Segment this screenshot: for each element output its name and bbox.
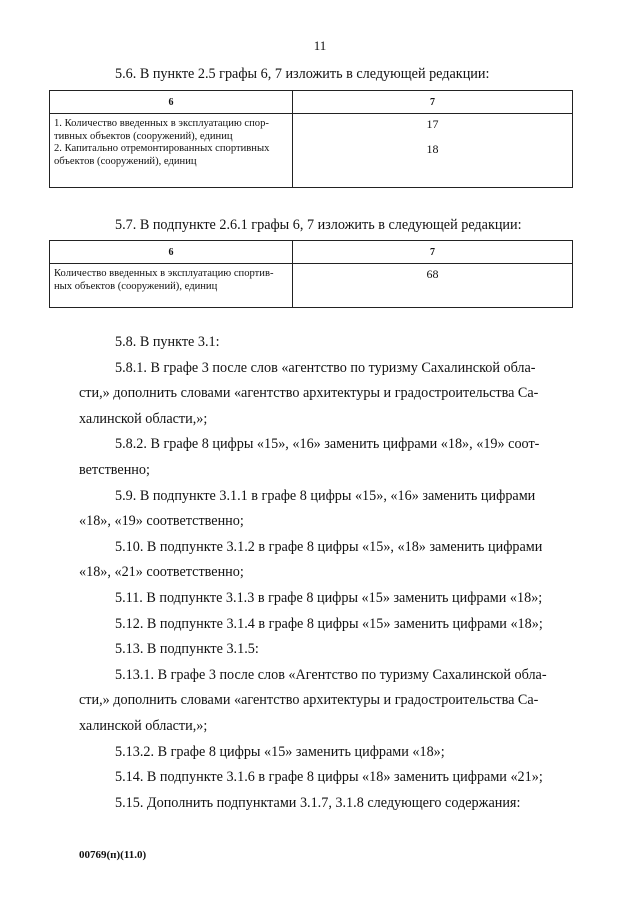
section-5-6-heading: 5.6. В пункте 2.5 графы 6, 7 изложить в следующей редакции:	[115, 66, 490, 82]
paragraph-line: 5.13. В подпункте 3.1.5:	[115, 641, 259, 658]
paragraph-5-13	[79, 637, 573, 663]
row-2-value: 18	[426, 142, 439, 157]
table-row	[50, 114, 573, 188]
table-header-row	[50, 91, 573, 114]
paragraph-line: 5.10. В подпункте 3.1.2 в графе 8 цифры «15», «18» заменить цифрами	[115, 538, 543, 555]
row-1-value: 17	[426, 117, 439, 131]
table-row	[50, 264, 573, 308]
table-cell-values	[293, 114, 573, 188]
row-line-2: ных объектов (сооружений), единиц	[54, 280, 218, 292]
paragraph-5-13-2	[79, 740, 573, 766]
row-value: 68	[426, 267, 439, 281]
paragraph-line: сти,» дополнить словами «агентство архитектуры и градостроительства Са-	[79, 692, 539, 709]
paragraph-line: халинской области,»;	[79, 410, 208, 427]
paragraph-line: ветственно;	[79, 461, 150, 478]
paragraph-line: сти,» дополнить словами «агентство архитектуры и градостроительства Са-	[79, 385, 539, 402]
document-code-footer: 00769(п)(11.0)	[79, 849, 147, 861]
row-line-1: Количество введенных в эксплуатацию спортив-	[54, 268, 274, 279]
page-number: 11	[313, 38, 327, 53]
paragraph-line: 5.13.2. В графе 8 цифры «15» заменить цифрами «18»;	[115, 743, 445, 760]
paragraph-line: «18», «19» соответственно;	[79, 513, 244, 530]
paragraph-5-8-2	[79, 432, 573, 483]
paragraph-line: 5.15. Дополнить подпунктами 3.1.7, 3.1.8 следующего содержания:	[115, 794, 521, 811]
table-header-col-7: 7	[293, 241, 573, 264]
paragraph-line: 5.8. В пункте 3.1:	[115, 334, 220, 350]
paragraph-5-10	[79, 535, 573, 586]
paragraph-5-8-1	[79, 356, 573, 433]
table-5-6	[49, 90, 573, 188]
paragraph-line: 5.8.1. В графе 3 после слов «агентство по туризму Сахалинской обла-	[115, 359, 536, 376]
paragraph-line: 5.14. В подпункте 3.1.6 в графе 8 цифры «18» заменить цифрами «21»;	[115, 769, 543, 786]
section-5-7-heading: 5.7. В подпункте 2.6.1 графы 6, 7 изложить в следующей редакции:	[115, 217, 522, 233]
paragraph-line: 5.8.2. В графе 8 цифры «15», «16» заменить цифрами «18», «19» соот-	[115, 436, 540, 453]
table-header-col-6: 6	[50, 91, 293, 114]
table-5-7	[49, 240, 573, 308]
table-cell-description	[50, 114, 293, 188]
body-paragraphs	[79, 330, 573, 816]
table-cell-value	[293, 264, 573, 308]
paragraph-5-11	[79, 586, 573, 612]
table-cell-description	[50, 264, 293, 308]
paragraph-5-12	[79, 612, 573, 638]
table-header-col-6: 6	[50, 241, 293, 264]
paragraph-line: 5.11. В подпункте 3.1.3 в графе 8 цифры «15» заменить цифрами «18»;	[115, 589, 543, 606]
row-2-line-2: объектов (сооружений), единиц	[54, 155, 197, 167]
paragraph-line: «18», «21» соответственно;	[79, 564, 244, 581]
paragraph-5-9	[79, 484, 573, 535]
table-header-row	[50, 241, 573, 264]
paragraph-line: 5.12. В подпункте 3.1.4 в графе 8 цифры «15» заменить цифрами «18»;	[115, 615, 543, 632]
row-2-line-1: 2. Капитально отремонтированных спортивных	[54, 143, 270, 155]
paragraph-line: 5.13.1. В графе 3 после слов «Агентство по туризму Сахалинской обла-	[115, 666, 547, 683]
paragraph-5-14	[79, 765, 573, 791]
row-1-line-1: 1. Количество введенных в эксплуатацию спор-	[54, 118, 269, 129]
paragraph-line: 5.9. В подпункте 3.1.1 в графе 8 цифры «15», «16» заменить цифрами	[115, 487, 536, 504]
paragraph-5-15	[79, 791, 573, 817]
paragraph-5-8	[79, 330, 573, 356]
paragraph-5-13-1	[79, 663, 573, 740]
paragraph-line: халинской области,»;	[79, 717, 208, 734]
table-header-col-7: 7	[293, 91, 573, 114]
row-1-line-2: тивных объектов (сооружений), единиц	[54, 130, 233, 142]
